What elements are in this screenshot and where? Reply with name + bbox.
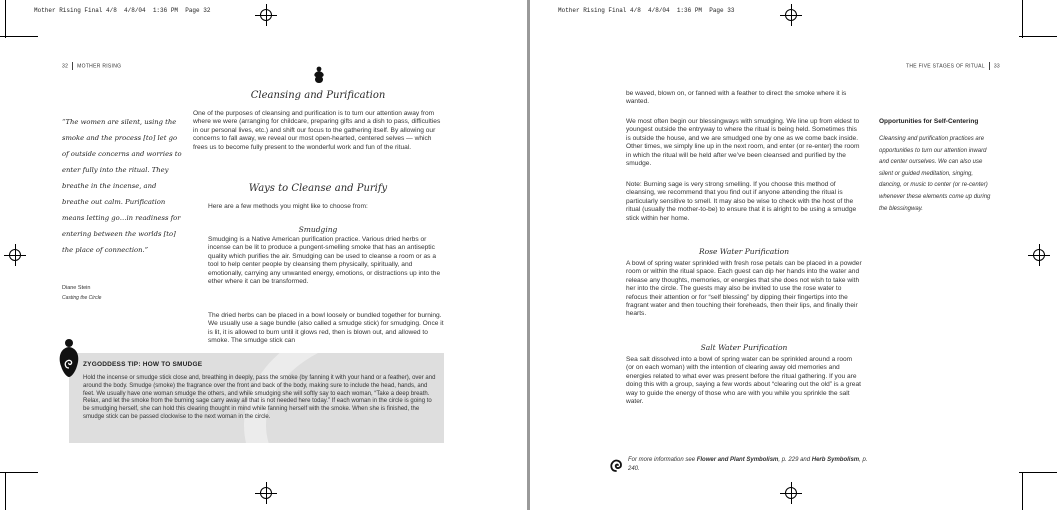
smudging-paragraph-1: Smudging is a Native American purification practice. Various dried herbs or incense can be lit to produce a pungent-smelling smoke that has an antiseptic quality which purifies the air. Smudging can be used to cleanse a room or as a tool to help center people by cleansing them physically, spiritually, and emotionally, carrying any unwanted energy, emotions, or distractions up into the ether where it can be transformed.	[208, 236, 441, 286]
running-head	[62, 62, 121, 70]
registration-mark	[255, 4, 277, 26]
running-head	[906, 62, 1000, 70]
crop-mark	[1019, 472, 1057, 473]
running-title: THE FIVE STAGES OF RITUAL	[906, 63, 985, 70]
crop-mark	[1022, 472, 1023, 510]
sidebar-text: Cleansing and purification practices are opportunities to turn our attention inward and center ourselves. We can also use silent or guided meditation, singing, dancing, or music to center (or re-center) whenever these elements come up during the blessingway.	[879, 136, 991, 212]
heading-ways: Ways to Cleanse and Purify	[248, 183, 388, 194]
more-info-note	[628, 456, 868, 473]
goddess-spiral-icon	[57, 338, 81, 378]
left-page	[0, 0, 527, 510]
registration-mark	[4, 244, 26, 266]
goddess-figure-icon	[313, 66, 325, 84]
printer-slug: Mother Rising Final 4/8 4/8/04 1:36 PM Page 33	[558, 7, 735, 14]
running-title: MOTHER RISING	[77, 63, 122, 70]
paragraph-salt-water: Sea salt dissolved into a bowl of spring water can be sprinkled around a room (or on each woman) with the intention of clearing away old memories and energies related to what ever was present before the ritual gathering. If you are doing this with a group, saying a few words about “clearing out the old” is a great way to guide the energy of those who are with you while you sprinkle the salt water.	[626, 356, 861, 406]
pull-quote: “The women are silent, using the smoke and the process [to] let go of outside concerns and worries to enter fully into the ritual. They breathe in the incense, and breathe out calm. Purification means letting go…in readiness for entering between the worlds [to] the place of connection.”	[62, 118, 182, 254]
ways-intro: Here are a few methods you might like to choose from:	[208, 203, 368, 210]
more-info-mid: , p. 229 and	[778, 457, 812, 463]
sidebar-title: Opportunities for Self-Centering	[879, 118, 979, 125]
tip-text: Hold the incense or smudge stick close and, breathing in deeply, pass the smoke (by fanning it with your hand or a feather), over and around the body. Smudge (smoke) the fragrance over the front and back of the body, making sure to include the head, hands, and feet. We usually have one woman smudge the others, and while smudging she will softly say to each woman, “Take a deep breath. Relax, and let the smoke from the burning sage carry away all that is not needed here today.” If each woman in the circle is going to be smudging herself, she can hold this clearing thought in mind while fanning herself with the smoke. When she is finished, the smudge stick can be passed clockwise to the next woman in the circle.	[83, 375, 436, 420]
more-info-suffix: , p. 240.	[628, 457, 868, 472]
crop-mark	[0, 472, 38, 473]
more-info-prefix: For more information see	[628, 457, 697, 463]
cross-reference-herb: Herb Symbolism	[811, 457, 860, 463]
crop-mark	[5, 0, 6, 38]
quote-author: Diane Stein	[62, 285, 91, 291]
cross-reference-flower: Flower and Plant Symbolism	[696, 457, 779, 463]
paragraph-rose-water: A bowl of spring water sprinkled with fresh rose petals can be placed in a powder room or within the ritual space. Each guest can dip her hands into the water and release any thoughts, memories, or energies that she does not wish to take with her into the circle. The guests may also be invited to use the rose water to refocus their attention or for “self blessing” by dipping their fingertips into the fragrant water and then touching their foreheads, then their lips, and finally their hearts.	[626, 260, 862, 318]
crop-mark	[1019, 36, 1057, 37]
intro-paragraph: One of the purposes of cleansing and purification is to turn our attention away from where we were (arranging for childcare, preparing gifts and a dish to pass, difficulties in our personal lives, etc.) and shift our focus to the gathering itself. By allowing our concerns to fall away, we reveal our most open-hearted, centered selves — which frees us to become fully present to the wonderful work and fun of the ritual.	[193, 110, 441, 151]
page-number: 32	[62, 63, 69, 70]
smudging-paragraph-2: The dried herbs can be placed in a bowl loosely or bundled together for burning. We usually use a sage bundle (also called a smudge stick) for smudging. Once it is lit, it is allowed to burn until it glows red, then is blown out, and allowed to smoke. The smudge stick can	[208, 312, 444, 345]
heading-rose-water: Rose Water Purification	[698, 247, 790, 256]
page-number: 33	[993, 63, 1000, 70]
heading-cleansing: Cleansing and Purification	[250, 90, 386, 101]
registration-mark	[1028, 244, 1050, 266]
crop-mark	[0, 36, 38, 37]
tip-title: ZYGODDESS TIP: HOW TO SMUDGE	[83, 361, 203, 368]
registration-mark	[780, 4, 802, 26]
crop-mark	[1022, 0, 1023, 38]
crop-mark	[5, 472, 6, 510]
registration-mark	[780, 482, 802, 504]
paragraph-blessingways: We most often begin our blessingways with smudging. We line up from eldest to youngest outside the entryway to where the ritual is being held. Sometimes this is outside the house, and we are smudged one by one as we come back inside. Other times, we simply line up in the next room, and enter (or re-enter) the room in which the ritual will be held after we’ve been cleansed and purified by the smudge.	[626, 118, 860, 168]
paragraph-note: Note: Burning sage is very strong smelling. If you choose this method of cleansing, we recommend that you find out if anyone attending the ritual is particularly sensitive to smell. It may also be wise to check with the host of the ritual (usually the mother-to-be) to ensure that it is alright to be using a smudge stick within her home.	[626, 181, 857, 222]
heading-salt-water: Salt Water Purification	[700, 343, 788, 352]
paragraph-continue: be waved, blown on, or fanned with a feather to direct the smoke where it is wanted.	[626, 90, 847, 106]
spiral-icon	[609, 457, 623, 473]
printer-slug: Mother Rising Final 4/8 4/8/04 1:36 PM Page 32	[34, 7, 211, 14]
right-page	[530, 0, 1057, 510]
heading-smudging: Smudging	[298, 225, 338, 234]
quote-source: Casting the Circle	[62, 295, 102, 301]
registration-mark	[255, 482, 277, 504]
